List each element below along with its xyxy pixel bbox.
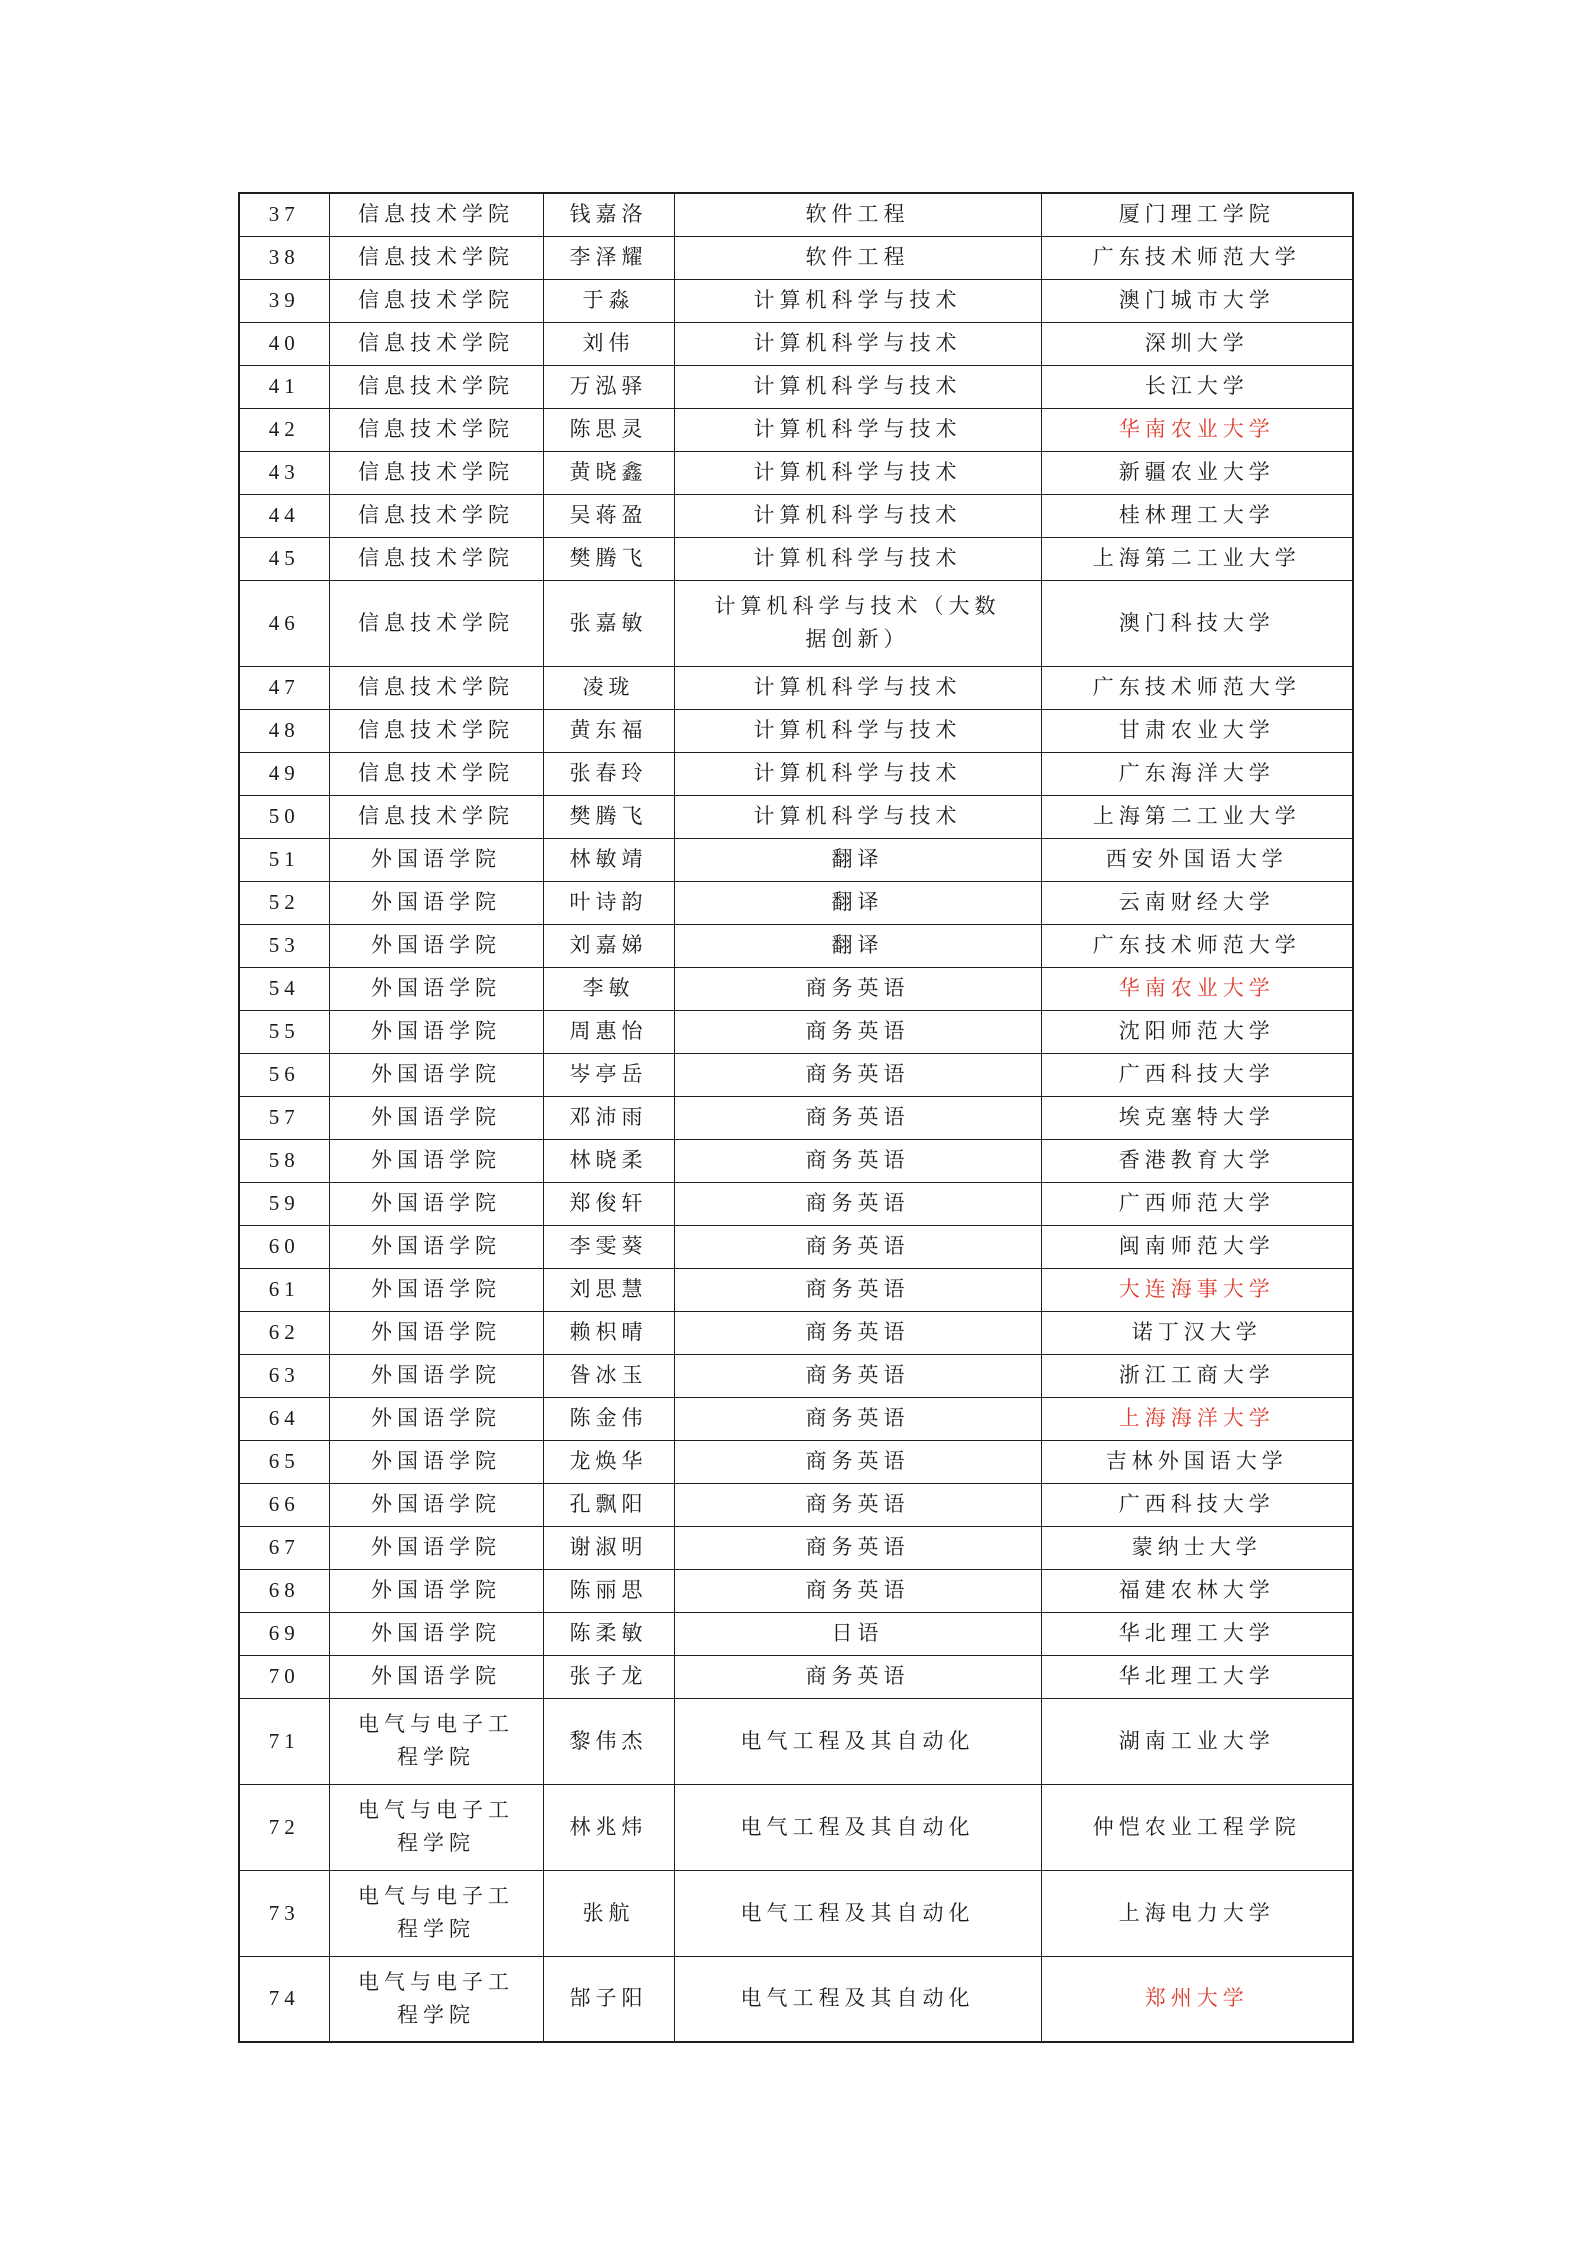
cell-university: 沈阳师范大学	[1041, 1010, 1353, 1053]
cell-college: 信息技术学院	[329, 279, 543, 322]
table-row	[239, 1139, 1353, 1182]
cell-university: 澳门科技大学	[1041, 580, 1353, 666]
cell-major: 翻译	[674, 838, 1041, 881]
cell-college: 电气与电子工程学院	[329, 1870, 543, 1956]
cell-college: 外国语学院	[329, 924, 543, 967]
cell-major: 计算机科学与技术	[674, 666, 1041, 709]
table-row	[239, 236, 1353, 279]
cell-number: 63	[239, 1354, 329, 1397]
cell-college: 外国语学院	[329, 1483, 543, 1526]
cell-major: 计算机科学与技术	[674, 279, 1041, 322]
cell-number: 55	[239, 1010, 329, 1053]
cell-name: 林晓柔	[543, 1139, 674, 1182]
cell-college: 电气与电子工程学院	[329, 1698, 543, 1784]
table-row	[239, 1956, 1353, 2042]
cell-college: 信息技术学院	[329, 580, 543, 666]
table-row	[239, 193, 1353, 236]
cell-college: 信息技术学院	[329, 537, 543, 580]
cell-college: 外国语学院	[329, 1526, 543, 1569]
cell-name: 樊腾飞	[543, 795, 674, 838]
cell-university: 埃克塞特大学	[1041, 1096, 1353, 1139]
cell-number: 60	[239, 1225, 329, 1268]
table-body	[239, 193, 1353, 2042]
table-row	[239, 1225, 1353, 1268]
cell-number: 71	[239, 1698, 329, 1784]
cell-university: 新疆农业大学	[1041, 451, 1353, 494]
cell-number: 67	[239, 1526, 329, 1569]
cell-university: 湖南工业大学	[1041, 1698, 1353, 1784]
cell-major: 电气工程及其自动化	[674, 1956, 1041, 2042]
cell-major: 商务英语	[674, 1225, 1041, 1268]
cell-name: 万泓驿	[543, 365, 674, 408]
cell-college: 外国语学院	[329, 1053, 543, 1096]
cell-number: 72	[239, 1784, 329, 1870]
cell-number: 58	[239, 1139, 329, 1182]
cell-number: 52	[239, 881, 329, 924]
cell-name: 李泽耀	[543, 236, 674, 279]
cell-name: 张春玲	[543, 752, 674, 795]
table-row	[239, 967, 1353, 1010]
cell-major: 商务英语	[674, 1010, 1041, 1053]
table-row	[239, 408, 1353, 451]
cell-number: 40	[239, 322, 329, 365]
cell-name: 陈思灵	[543, 408, 674, 451]
cell-university: 香港教育大学	[1041, 1139, 1353, 1182]
cell-name: 刘思慧	[543, 1268, 674, 1311]
cell-number: 64	[239, 1397, 329, 1440]
cell-major: 电气工程及其自动化	[674, 1784, 1041, 1870]
cell-major: 商务英语	[674, 1354, 1041, 1397]
table-row	[239, 1784, 1353, 1870]
cell-college: 信息技术学院	[329, 666, 543, 709]
cell-number: 48	[239, 709, 329, 752]
cell-university: 上海第二工业大学	[1041, 537, 1353, 580]
cell-name: 周惠怡	[543, 1010, 674, 1053]
cell-number: 68	[239, 1569, 329, 1612]
table-row	[239, 1268, 1353, 1311]
table-row	[239, 580, 1353, 666]
cell-name: 陈金伟	[543, 1397, 674, 1440]
cell-name: 张航	[543, 1870, 674, 1956]
cell-college: 信息技术学院	[329, 193, 543, 236]
cell-major: 商务英语	[674, 1483, 1041, 1526]
table-row	[239, 666, 1353, 709]
cell-college: 外国语学院	[329, 967, 543, 1010]
table-row	[239, 838, 1353, 881]
cell-university: 大连海事大学	[1041, 1268, 1353, 1311]
cell-university: 福建农林大学	[1041, 1569, 1353, 1612]
cell-name: 凌珑	[543, 666, 674, 709]
cell-university: 广东海洋大学	[1041, 752, 1353, 795]
cell-major: 电气工程及其自动化	[674, 1870, 1041, 1956]
cell-name: 樊腾飞	[543, 537, 674, 580]
table-row	[239, 881, 1353, 924]
cell-major: 计算机科学与技术	[674, 365, 1041, 408]
cell-university: 厦门理工学院	[1041, 193, 1353, 236]
cell-college: 外国语学院	[329, 881, 543, 924]
table-row	[239, 365, 1353, 408]
table-row	[239, 795, 1353, 838]
cell-college: 外国语学院	[329, 1354, 543, 1397]
cell-name: 龙焕华	[543, 1440, 674, 1483]
cell-name: 黎伟杰	[543, 1698, 674, 1784]
cell-number: 43	[239, 451, 329, 494]
cell-college: 外国语学院	[329, 1096, 543, 1139]
cell-name: 刘伟	[543, 322, 674, 365]
cell-major: 商务英语	[674, 1096, 1041, 1139]
cell-college: 外国语学院	[329, 1268, 543, 1311]
cell-major: 商务英语	[674, 1053, 1041, 1096]
cell-number: 73	[239, 1870, 329, 1956]
cell-name: 叶诗韵	[543, 881, 674, 924]
cell-number: 59	[239, 1182, 329, 1225]
table-row	[239, 1655, 1353, 1698]
cell-name: 黄晓鑫	[543, 451, 674, 494]
table-row	[239, 752, 1353, 795]
cell-college: 外国语学院	[329, 1139, 543, 1182]
table-row	[239, 322, 1353, 365]
cell-university: 广西科技大学	[1041, 1483, 1353, 1526]
student-admissions-table	[238, 192, 1354, 2043]
cell-major: 商务英语	[674, 1139, 1041, 1182]
cell-university: 广西师范大学	[1041, 1182, 1353, 1225]
cell-major: 计算机科学与技术	[674, 494, 1041, 537]
cell-name: 林敏靖	[543, 838, 674, 881]
cell-college: 信息技术学院	[329, 494, 543, 537]
cell-name: 林兆炜	[543, 1784, 674, 1870]
cell-number: 61	[239, 1268, 329, 1311]
cell-university: 长江大学	[1041, 365, 1353, 408]
cell-university: 华北理工大学	[1041, 1612, 1353, 1655]
cell-university: 浙江工商大学	[1041, 1354, 1353, 1397]
cell-university: 上海海洋大学	[1041, 1397, 1353, 1440]
cell-number: 46	[239, 580, 329, 666]
table-row	[239, 1698, 1353, 1784]
cell-major: 商务英语	[674, 1655, 1041, 1698]
cell-major: 翻译	[674, 881, 1041, 924]
cell-university: 华北理工大学	[1041, 1655, 1353, 1698]
cell-college: 外国语学院	[329, 1311, 543, 1354]
cell-number: 65	[239, 1440, 329, 1483]
cell-name: 岑亭岳	[543, 1053, 674, 1096]
cell-name: 赖枳晴	[543, 1311, 674, 1354]
cell-university: 上海电力大学	[1041, 1870, 1353, 1956]
table-row	[239, 1526, 1353, 1569]
cell-number: 41	[239, 365, 329, 408]
cell-name: 郜子阳	[543, 1956, 674, 2042]
cell-university: 蒙纳士大学	[1041, 1526, 1353, 1569]
cell-major: 计算机科学与技术	[674, 408, 1041, 451]
cell-university: 甘肃农业大学	[1041, 709, 1353, 752]
cell-college: 外国语学院	[329, 1182, 543, 1225]
cell-number: 53	[239, 924, 329, 967]
cell-name: 吴蒋盈	[543, 494, 674, 537]
cell-name: 陈丽思	[543, 1569, 674, 1612]
cell-major: 计算机科学与技术	[674, 752, 1041, 795]
table-row	[239, 1182, 1353, 1225]
cell-college: 信息技术学院	[329, 408, 543, 451]
cell-major: 计算机科学与技术	[674, 537, 1041, 580]
cell-college: 外国语学院	[329, 1655, 543, 1698]
cell-number: 66	[239, 1483, 329, 1526]
table-row	[239, 451, 1353, 494]
cell-college: 外国语学院	[329, 1397, 543, 1440]
cell-college: 信息技术学院	[329, 451, 543, 494]
cell-major: 电气工程及其自动化	[674, 1698, 1041, 1784]
cell-major: 软件工程	[674, 236, 1041, 279]
cell-number: 70	[239, 1655, 329, 1698]
cell-college: 电气与电子工程学院	[329, 1956, 543, 2042]
cell-major: 翻译	[674, 924, 1041, 967]
cell-university: 华南农业大学	[1041, 408, 1353, 451]
table-row	[239, 1569, 1353, 1612]
cell-university: 郑州大学	[1041, 1956, 1353, 2042]
cell-number: 49	[239, 752, 329, 795]
cell-major: 商务英语	[674, 1182, 1041, 1225]
cell-college: 外国语学院	[329, 838, 543, 881]
cell-college: 信息技术学院	[329, 365, 543, 408]
cell-name: 于淼	[543, 279, 674, 322]
cell-name: 郑俊轩	[543, 1182, 674, 1225]
cell-university: 深圳大学	[1041, 322, 1353, 365]
cell-name: 张嘉敏	[543, 580, 674, 666]
cell-college: 信息技术学院	[329, 795, 543, 838]
cell-name: 孔飘阳	[543, 1483, 674, 1526]
table-row	[239, 1397, 1353, 1440]
cell-name: 刘嘉娣	[543, 924, 674, 967]
table-row	[239, 1354, 1353, 1397]
cell-number: 62	[239, 1311, 329, 1354]
cell-college: 信息技术学院	[329, 322, 543, 365]
cell-name: 张子龙	[543, 1655, 674, 1698]
cell-university: 广东技术师范大学	[1041, 924, 1353, 967]
cell-major: 计算机科学与技术	[674, 451, 1041, 494]
cell-major: 计算机科学与技术	[674, 322, 1041, 365]
cell-name: 昝冰玉	[543, 1354, 674, 1397]
cell-name: 陈柔敏	[543, 1612, 674, 1655]
table-row	[239, 1053, 1353, 1096]
cell-number: 39	[239, 279, 329, 322]
cell-number: 38	[239, 236, 329, 279]
cell-major: 商务英语	[674, 1526, 1041, 1569]
cell-major: 商务英语	[674, 1268, 1041, 1311]
cell-university: 澳门城市大学	[1041, 279, 1353, 322]
cell-number: 74	[239, 1956, 329, 2042]
cell-number: 44	[239, 494, 329, 537]
table-row	[239, 1612, 1353, 1655]
table-row	[239, 1870, 1353, 1956]
cell-university: 西安外国语大学	[1041, 838, 1353, 881]
cell-university: 广东技术师范大学	[1041, 236, 1353, 279]
cell-name: 李敏	[543, 967, 674, 1010]
cell-major: 商务英语	[674, 1440, 1041, 1483]
cell-college: 外国语学院	[329, 1569, 543, 1612]
cell-college: 外国语学院	[329, 1225, 543, 1268]
cell-major: 商务英语	[674, 1569, 1041, 1612]
cell-university: 上海第二工业大学	[1041, 795, 1353, 838]
cell-major: 商务英语	[674, 1397, 1041, 1440]
table-row	[239, 279, 1353, 322]
cell-number: 37	[239, 193, 329, 236]
cell-major: 计算机科学与技术	[674, 795, 1041, 838]
table-row	[239, 709, 1353, 752]
table-row	[239, 1096, 1353, 1139]
cell-university: 华南农业大学	[1041, 967, 1353, 1010]
cell-university: 广东技术师范大学	[1041, 666, 1353, 709]
cell-university: 诺丁汉大学	[1041, 1311, 1353, 1354]
cell-university: 云南财经大学	[1041, 881, 1353, 924]
cell-name: 谢淑明	[543, 1526, 674, 1569]
cell-number: 54	[239, 967, 329, 1010]
table-row	[239, 1483, 1353, 1526]
cell-number: 57	[239, 1096, 329, 1139]
cell-number: 56	[239, 1053, 329, 1096]
cell-university: 广西科技大学	[1041, 1053, 1353, 1096]
cell-number: 50	[239, 795, 329, 838]
cell-university: 仲恺农业工程学院	[1041, 1784, 1353, 1870]
cell-college: 外国语学院	[329, 1440, 543, 1483]
cell-major: 日语	[674, 1612, 1041, 1655]
cell-number: 47	[239, 666, 329, 709]
cell-number: 69	[239, 1612, 329, 1655]
cell-name: 黄东福	[543, 709, 674, 752]
cell-name: 钱嘉洛	[543, 193, 674, 236]
cell-university: 吉林外国语大学	[1041, 1440, 1353, 1483]
cell-number: 42	[239, 408, 329, 451]
table-row	[239, 494, 1353, 537]
cell-college: 信息技术学院	[329, 752, 543, 795]
cell-major: 软件工程	[674, 193, 1041, 236]
cell-college: 外国语学院	[329, 1010, 543, 1053]
cell-college: 外国语学院	[329, 1612, 543, 1655]
cell-number: 51	[239, 838, 329, 881]
table-row	[239, 1010, 1353, 1053]
cell-major: 商务英语	[674, 967, 1041, 1010]
table-row	[239, 1440, 1353, 1483]
cell-university: 闽南师范大学	[1041, 1225, 1353, 1268]
cell-major: 商务英语	[674, 1311, 1041, 1354]
cell-college: 电气与电子工程学院	[329, 1784, 543, 1870]
cell-name: 邓沛雨	[543, 1096, 674, 1139]
cell-major: 计算机科学与技术	[674, 709, 1041, 752]
cell-college: 信息技术学院	[329, 236, 543, 279]
cell-name: 李雯葵	[543, 1225, 674, 1268]
cell-number: 45	[239, 537, 329, 580]
cell-college: 信息技术学院	[329, 709, 543, 752]
table-row	[239, 924, 1353, 967]
table-row	[239, 537, 1353, 580]
table-row	[239, 1311, 1353, 1354]
cell-major: 计算机科学与技术（大数据创新）	[674, 580, 1041, 666]
cell-university: 桂林理工大学	[1041, 494, 1353, 537]
